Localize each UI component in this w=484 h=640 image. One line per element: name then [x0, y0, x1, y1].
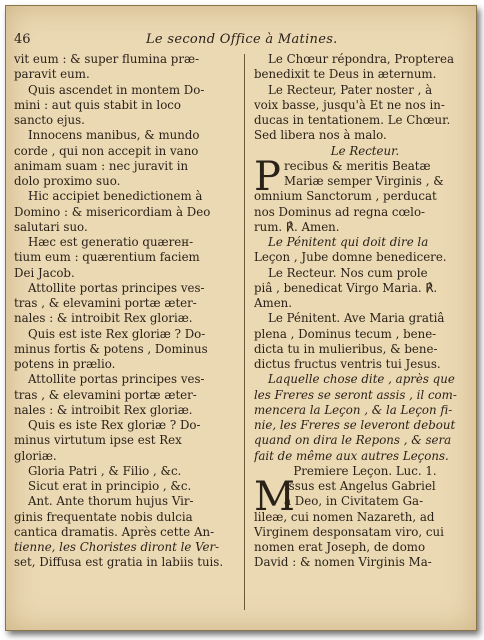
- text-line: tras , & elevamini portæ æter-: [14, 296, 197, 310]
- text-line: Attollite portas principes ves-: [28, 372, 205, 387]
- text-line: set, Diffusa est gratia in labiis tuis.: [14, 555, 224, 570]
- text-line: nomen erat Joseph, de domo: [254, 540, 426, 554]
- text-line: Sed libera nos à malo.: [254, 128, 387, 143]
- text-line: Innocens manibus, & mundo: [28, 128, 200, 143]
- running-title: Le second Office à Matines.: [146, 32, 338, 47]
- text-line: dicta tu in mulieribus, & bene-: [254, 341, 438, 356]
- text-line: Quis ascendet in montem Do-: [28, 82, 205, 97]
- text-line: paravit eum.: [14, 67, 90, 82]
- text-line: Dei Jacob.: [14, 265, 75, 280]
- text-line: Quis est iste Rex gloriæ ? Do-: [28, 326, 206, 341]
- text-line: Ant. Ante thorum hujus Vir-: [28, 494, 194, 509]
- text-line: sancto ejus.: [14, 113, 85, 127]
- text-line: lileæ, cui nomen Nazareth, ad: [254, 509, 435, 524]
- text-line: ginis frequentate nobis dulcia: [14, 509, 193, 524]
- text-line: Le Pénitent. Ave Maria gratiâ: [268, 311, 445, 326]
- drop-cap-m: M: [254, 474, 295, 520]
- text-line: potens in prælio.: [14, 357, 116, 371]
- text-line: corde , qui non accepit in vano: [14, 143, 199, 158]
- text-line: quand on dira le Repons , & sera: [254, 433, 452, 448]
- text-line: minus virtutum ipse est Rex: [14, 433, 182, 448]
- text-line: Hic accipiet benedictionem à: [28, 189, 203, 204]
- text-line: tras , & elevamini portæ æter-: [14, 387, 197, 402]
- text-line: Le Recteur.: [330, 143, 400, 158]
- text-line: Le Recteur, Pater noster , à: [268, 82, 433, 97]
- text-line: Premiere Leçon. Luc. 1.: [293, 463, 437, 478]
- text-line: Leçon , Jube domne benedicere.: [254, 250, 447, 265]
- left-column: [14, 52, 232, 571]
- text-line: salutari suo.: [14, 219, 88, 234]
- text-line: animam suam : nec juravit in: [14, 158, 189, 173]
- text-line: minus fortis & potens , Dominus: [14, 341, 208, 356]
- text-line: Le Pénitent qui doit dire la: [268, 235, 429, 249]
- text-line: fait de même aux autres Leçons.: [254, 448, 449, 463]
- text-line: mencera la Leçon , & la Leçon fi-: [254, 402, 453, 417]
- text-line: Hæc est generatio quærен-: [28, 235, 194, 249]
- text-line: Amen.: [254, 296, 293, 310]
- text-line: voix basse, jusqu'à Et ne nos in-: [254, 97, 445, 112]
- text-line: dolo proximo suo.: [14, 174, 121, 188]
- text-line: ducas in tentationem. Le Chœur.: [254, 113, 451, 127]
- text-line: nales : & introibit Rex gloriæ.: [14, 402, 193, 417]
- text-line: Mariæ semper Virginis , &: [284, 174, 444, 188]
- text-line: Virginem desponsatam viro, cui: [254, 524, 444, 539]
- text-line: Domino : & misericordiam à Deo: [14, 204, 211, 219]
- text-line: Le Recteur. Nos cum prole: [268, 265, 428, 280]
- text-line: nales : & introibit Rex gloriæ.: [14, 311, 193, 326]
- drop-cap-p: P: [254, 153, 281, 200]
- text-line: tium eum : quærentium faciem: [14, 250, 200, 265]
- text-line: Laquelle chose dite , après que: [268, 372, 455, 387]
- text-line: à Deo, in Civitatem Ga-: [284, 494, 424, 509]
- page-header: [14, 32, 466, 48]
- text-line: Sicut erat in principio , &c.: [28, 479, 192, 493]
- text-line: Quis es iste Rex gloriæ ? Do-: [28, 418, 201, 432]
- text-line: les Freres se seront assis , il com-: [254, 387, 457, 402]
- text-line: piâ , benedicat Virgo Maria. ℟.: [254, 280, 438, 295]
- text-line: nos Dominus ad regna cœlo-: [254, 204, 426, 219]
- column-divider: [244, 54, 245, 610]
- text-line: benedixit te Deus in æternum.: [254, 67, 437, 82]
- text-line: nie, les Freres se leveront debout: [254, 418, 456, 432]
- text-line: mini : aut quis stabit in loco: [14, 97, 181, 112]
- text-line: Gloria Patri , & Filio , &c.: [28, 463, 182, 478]
- right-column: [254, 52, 476, 571]
- text-line: cantica dramatis. Après cette An-: [14, 524, 215, 539]
- text-line: gloriæ.: [14, 448, 57, 463]
- text-line: omnium Sanctorum , perducat: [254, 189, 437, 204]
- text-line: Issus est Angelus Gabriel: [284, 479, 436, 493]
- text-line: tienne, les Choristes diront le Ver-: [14, 540, 220, 554]
- text-line: rum. ℟. Amen.: [254, 219, 340, 234]
- text-line: Le Chœur répondra, Propterea: [268, 52, 455, 66]
- text-line: dictus fructus ventris tui Jesus.: [254, 357, 441, 371]
- text-line: David : & nomen Virginis Ma-: [254, 555, 432, 570]
- text-line: Attollite portas principes ves-: [28, 280, 205, 295]
- page-number: 46: [14, 32, 31, 47]
- text-line: recibus & meritis Beatæ: [284, 158, 431, 173]
- text-line: vit eum : & super flumina præ-: [14, 52, 200, 66]
- book-page: [5, 5, 477, 631]
- text-line: plena , Dominus tecum , bene-: [254, 326, 437, 341]
